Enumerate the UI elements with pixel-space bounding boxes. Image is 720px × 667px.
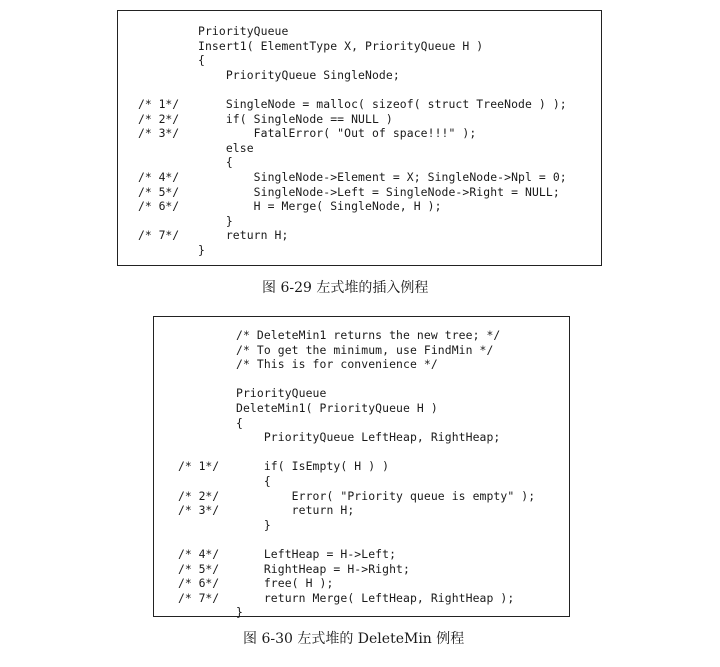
code-line: PriorityQueue SingleNode; xyxy=(198,67,400,82)
code-line: PriorityQueue LeftHeap, RightHeap; xyxy=(236,430,501,445)
line-number-comment: /* 1*/ xyxy=(138,97,180,111)
code-line: return H; xyxy=(198,228,289,243)
code-line: H = Merge( SingleNode, H ); xyxy=(198,199,442,214)
code-line: LeftHeap = H->Left; xyxy=(236,547,397,561)
line-number-comment: /* 5*/ xyxy=(178,561,220,576)
code-line: { xyxy=(236,415,243,430)
code-listing-deletemin xyxy=(153,316,570,620)
code-line: /* This is for convenience */ xyxy=(236,357,438,372)
code-line: } xyxy=(236,517,271,532)
code-line: return Merge( LeftHeap, RightHeap ); xyxy=(236,590,515,605)
code-line: PriorityQueue xyxy=(198,24,289,38)
code-line: { xyxy=(198,155,233,170)
code-listing-insert xyxy=(117,10,602,266)
code-line: /* DeleteMin1 returns the new tree; */ xyxy=(236,328,501,342)
code-line: else xyxy=(198,140,254,155)
line-number-comment: /* 6*/ xyxy=(178,576,220,591)
code-line: RightHeap = H->Right; xyxy=(236,561,410,576)
code-line: { xyxy=(198,53,205,68)
code-line: /* To get the minimum, use FindMin */ xyxy=(236,342,494,357)
code-line: PriorityQueue xyxy=(236,386,327,401)
line-number-comment: /* 2*/ xyxy=(138,111,180,126)
code-line: Insert1( ElementType X, PriorityQueue H ) xyxy=(198,38,484,53)
line-number-comment: /* 4*/ xyxy=(178,547,220,561)
code-line: } xyxy=(198,243,205,257)
line-number-comment: /* 3*/ xyxy=(138,126,180,141)
code-line: if( IsEmpty( H ) ) xyxy=(236,459,390,474)
code-line: SingleNode->Element = X; SingleNode->Npl = 0; xyxy=(198,170,567,184)
code-line: if( SingleNode == NULL ) xyxy=(198,111,393,126)
code-line: { xyxy=(236,474,271,488)
figure-caption-6-29: 图 6-29 左式堆的插入例程 xyxy=(262,280,429,296)
figure-caption-6-30: 图 6-30 左式堆的 DeleteMin 例程 xyxy=(243,631,465,647)
line-number-comment: /* 4*/ xyxy=(138,170,180,184)
line-number-comment: /* 5*/ xyxy=(138,184,180,199)
code-line: Error( "Priority queue is empty" ); xyxy=(236,488,536,503)
line-number-comment: /* 2*/ xyxy=(178,488,220,503)
line-number-comment: /* 1*/ xyxy=(178,459,220,474)
line-number-comment: /* 7*/ xyxy=(138,228,180,243)
code-line: free( H ); xyxy=(236,576,334,591)
code-line: SingleNode->Left = SingleNode->Right = NULL; xyxy=(198,184,560,199)
line-number-comment: /* 7*/ xyxy=(178,590,220,605)
code-line: SingleNode = malloc( sizeof( struct TreeNode ) ); xyxy=(198,97,567,111)
code-line: } xyxy=(198,213,233,228)
code-line: DeleteMin1( PriorityQueue H ) xyxy=(236,401,438,415)
code-line: FatalError( "Out of space!!!" ); xyxy=(198,126,477,141)
code-line: } xyxy=(236,605,243,620)
code-line: return H; xyxy=(236,503,355,518)
line-number-comment: /* 6*/ xyxy=(138,199,180,214)
line-number-comment: /* 3*/ xyxy=(178,503,220,518)
